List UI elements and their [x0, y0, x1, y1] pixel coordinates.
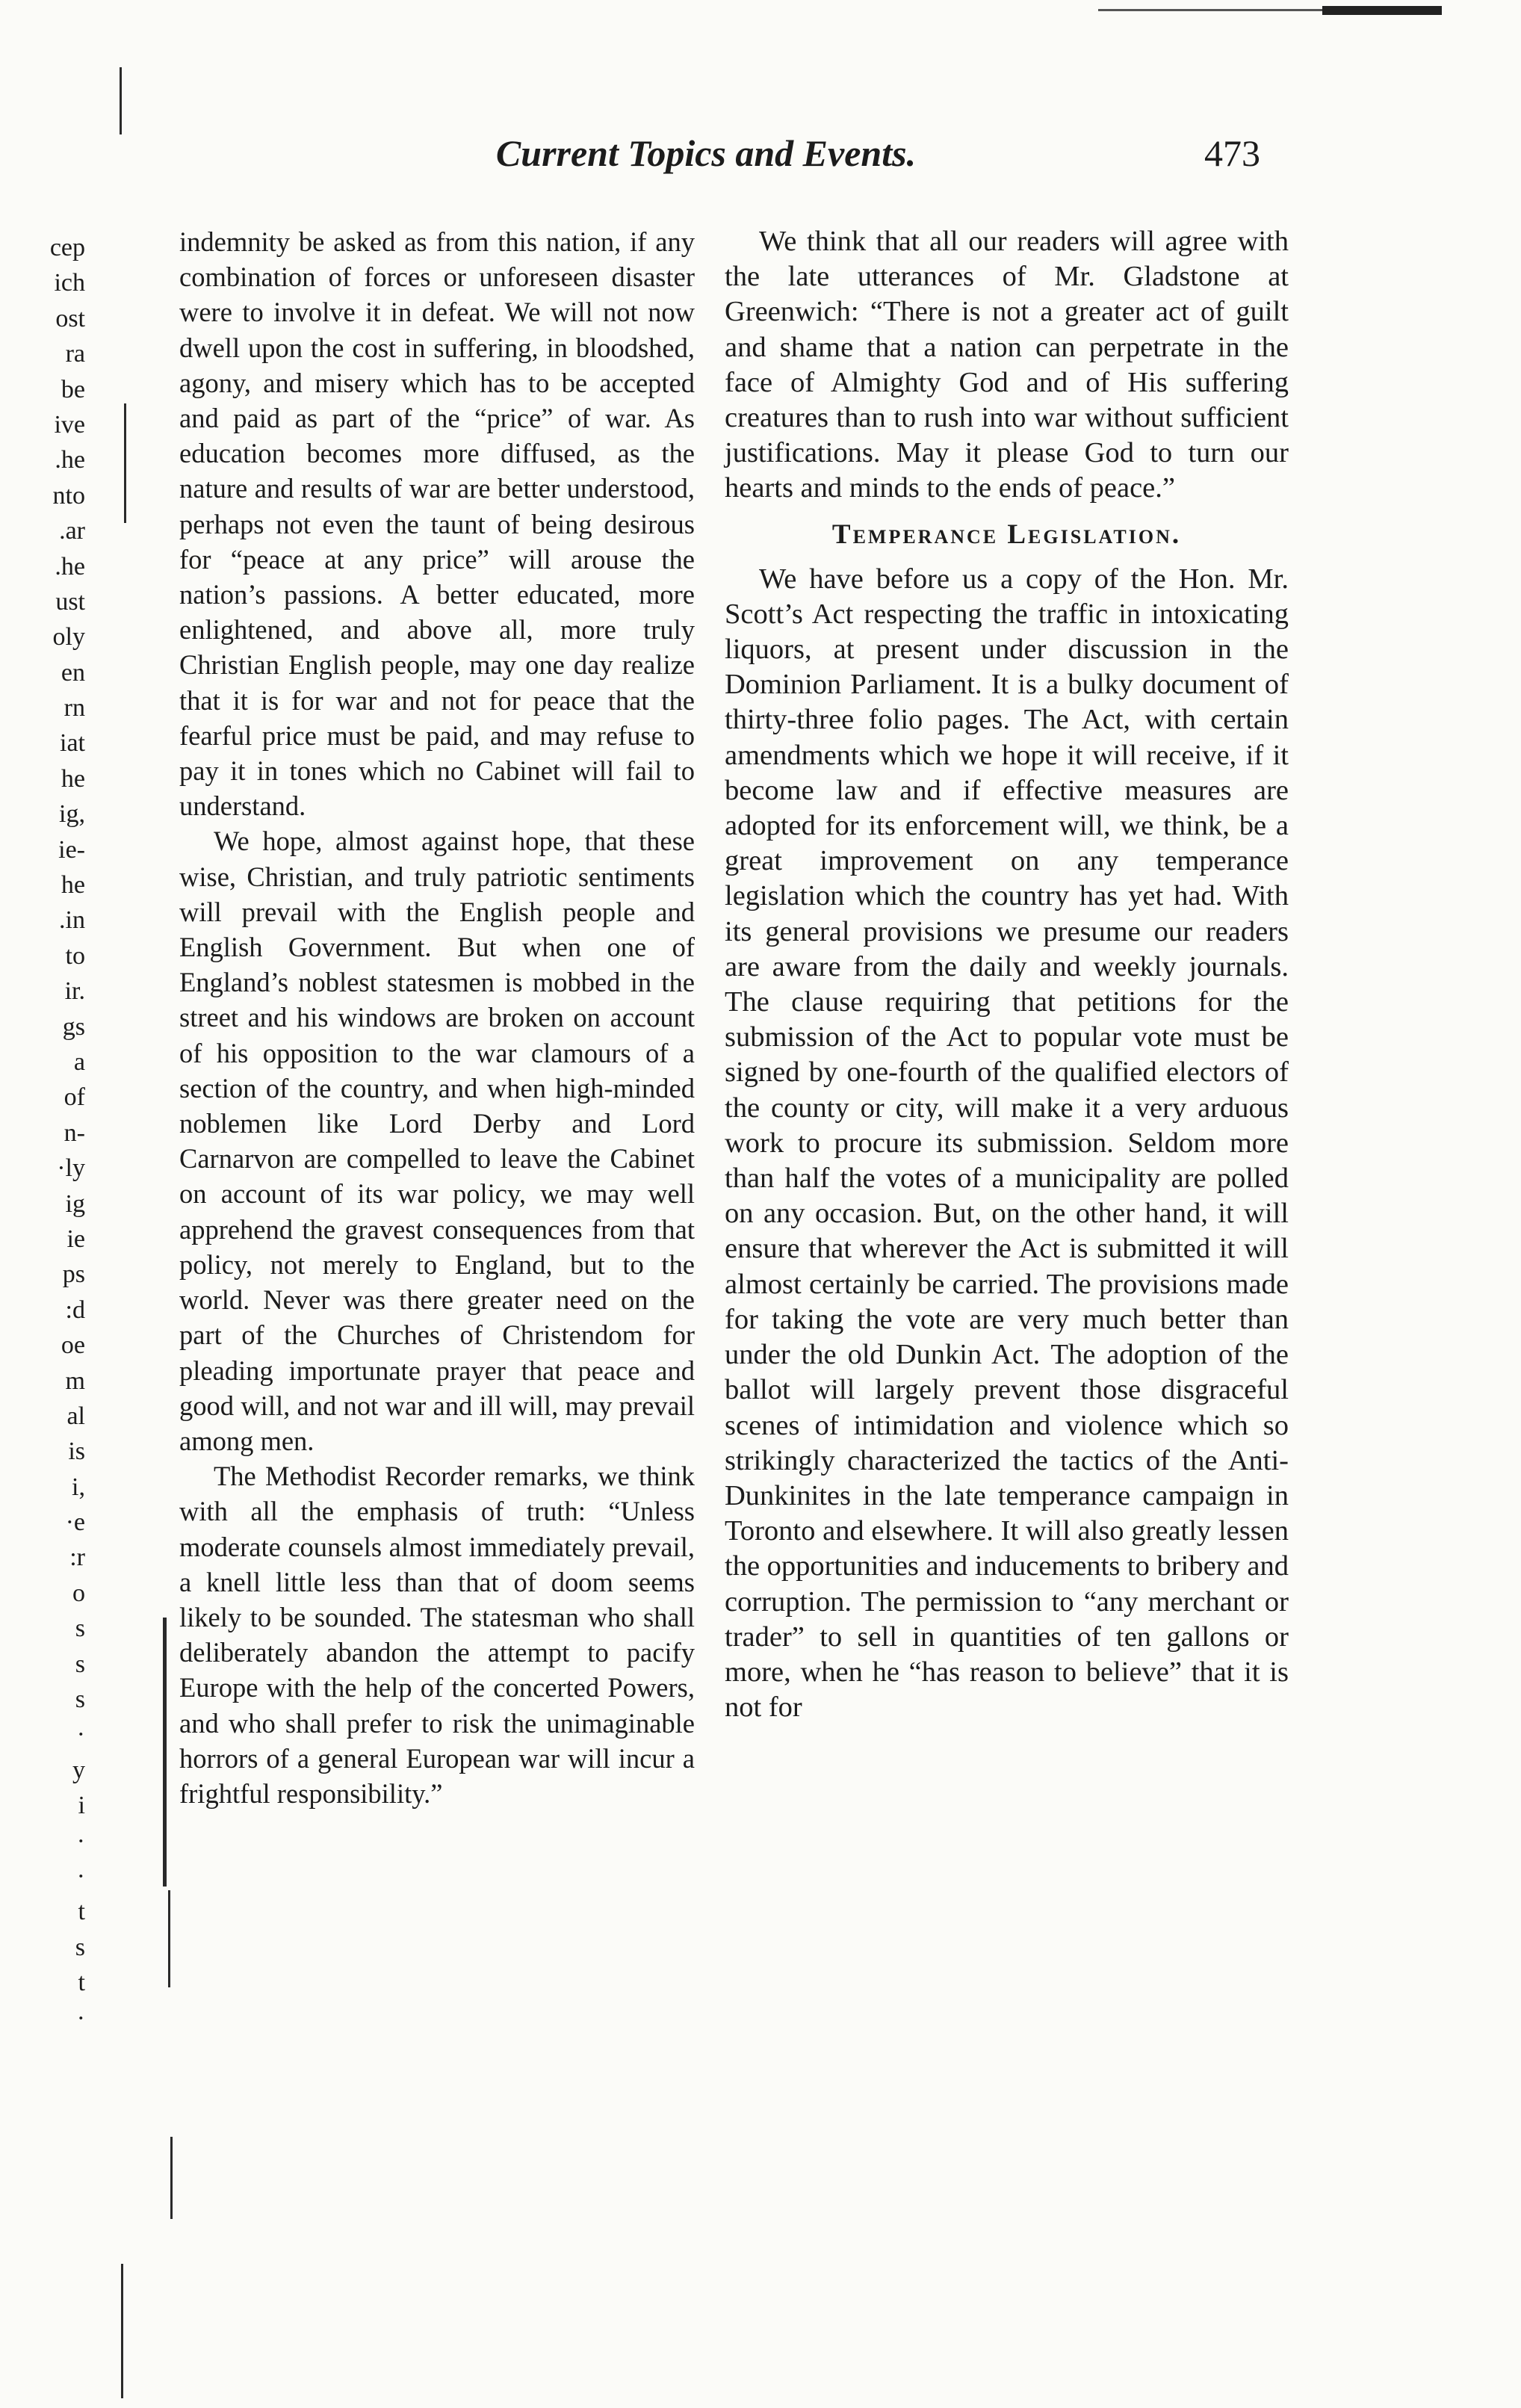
stub-line-fragment: t — [78, 1969, 85, 1997]
stub-line-fragment: of — [63, 1083, 85, 1112]
left-paragraph-1: indemnity be asked as from this nation, if any combination of forces or unforeseen disaster were to involve it in defeat. We will not now dwell upon the cost in suffering, in bloodshed, agony, and misery which has to be accepted and paid as part of the “price” of war. As education becomes more diffused, as the nature and results of war are better understood, perhaps not even the taunt of being desirous for “peace at any price” will arouse the nation’s passions. A better educated, more enlightened, and above all, more truly Christian English people, may one day realize that it is for war and not for peace that the fearful price must be paid, and may refuse to pay it in tones which no Cabinet will fail to understand. — [179, 226, 695, 822]
stub-line-fragment: :r — [69, 1544, 85, 1572]
top-edge-rule — [1098, 6, 1442, 13]
stub-line-fragment: oe — [61, 1331, 85, 1360]
binding-margin-line — [163, 1618, 167, 1887]
binding-margin-line — [170, 2137, 173, 2219]
previous-page-stub-column — [3, 230, 85, 2036]
right-paragraph-1: We think that all our readers will agree with the late utterances of Mr. Gladstone at Greenwich: “There is not a greater act of guilt and shame that a nation can perpetrate in the face of Almighty God and of His suffering creatures than to rush into war without sufficient justifications. May it please God to turn our hearts and minds to the ends of peace.” — [725, 226, 1289, 504]
stub-line-fragment: n- — [63, 1118, 85, 1147]
stub-line-fragment: he — [61, 764, 85, 793]
stub-line-fragment: ie- — [58, 835, 85, 864]
stub-line-fragment: o — [72, 1579, 85, 1607]
stub-line-fragment: i, — [72, 1473, 85, 1501]
stub-line-fragment: al — [66, 1402, 85, 1430]
stub-line-fragment: .in — [59, 906, 85, 935]
stub-line-fragment: oly — [52, 623, 85, 651]
top-edge-rule-thick — [1322, 6, 1442, 15]
stub-line-fragment: s — [75, 1615, 85, 1643]
right-paragraph-2: We have before us a copy of the Hon. Mr. Scott’s Act respecting the traffic in intoxicating liquors, at present under discussion in the Dominion Parliament. It is a bulky document of thirty-three folio pages. The Act, with certain amendments which we hope it will receive, if it become law and if effective measures are adopted for its enforcement will, we think, be a great improvement on any temperance legislation which the country has yet had. With its general provisions we presume our readers are aware from the daily and weekly journals. The clause requiring that petitions for the submission of the Act to popular vote must be signed by one-fourth of the qualified electors of the county or city, will make it a very arduous work to procure its submission. Seldom more than half the votes of a municipality are polled on any occasion. But, on the other hand, it will ensure that wherever the Act is submitted it will almost certainly be carried. The provisions made for taking the vote are very much better than under the old Dunkin Act. The adoption of the ballot will largely prevent those disgraceful scenes of intimidation and violence which so strikingly characterized the tactics of the Anti-Dunkinites in the late temperance campaign in Toronto and elsewhere. It will also greatly lessen the opportunities and inducements to bribery and corruption. The permission to “any merchant or trader” to sell in quantities of ten gallons or more, when he “has reason to believe” that it is not for — [725, 563, 1289, 1724]
stub-line-fragment: i — [78, 1792, 85, 1820]
stub-line-fragment: ost — [55, 304, 85, 332]
stub-line-fragment: s — [75, 1933, 85, 1961]
stub-line-fragment: s — [75, 1686, 85, 1714]
stub-line-fragment: ig — [65, 1189, 85, 1218]
right-column — [725, 224, 1289, 1725]
stub-line-fragment: m — [65, 1367, 85, 1395]
top-edge-rule-thin — [1098, 9, 1322, 11]
stub-line-fragment: nto — [52, 481, 85, 510]
stub-line-fragment: ps — [62, 1260, 85, 1289]
stub-line-fragment: ir. — [64, 977, 85, 1006]
stub-line-fragment: ust — [55, 587, 85, 616]
stub-line-fragment: be — [61, 375, 85, 403]
stub-line-fragment: ie — [66, 1225, 85, 1253]
stub-line-fragment: is — [68, 1437, 85, 1466]
stub-line-fragment: to — [65, 941, 85, 970]
binding-margin-line — [124, 403, 126, 523]
stub-line-fragment: · — [76, 2004, 85, 2032]
stub-line-fragment: iat — [60, 729, 85, 758]
stub-line-fragment: ·e — [65, 1508, 85, 1537]
stub-line-fragment: · — [76, 1862, 85, 1890]
binding-margin-line — [121, 2264, 123, 2398]
binding-margin-line — [120, 67, 122, 134]
stub-line-fragment: ·ly — [57, 1154, 85, 1183]
stub-line-fragment: ive — [54, 410, 85, 439]
left-paragraph-2: We hope, almost against hope, that these wise, Christian, and truly patriotic sentiments will prevail with the English people and English Government. But when one of England’s noblest statesmen is mobbed in the street and his windows are broken on account of his opposition to the war clamours of a section of the country, and when high-minded noblemen like Lord Derby and Lord Carnarvon are compelled to leave the Cabinet on account of its war policy, we may well apprehend the gravest consequences from that policy, not merely to England, but to the world. Never was there greater need on the part of the Churches of Christendom for pleading importunate prayer that peace and good will, and not war and ill will, may prevail among men. — [179, 826, 695, 1456]
page-number: 473 — [1204, 132, 1260, 174]
stub-line-fragment: s — [75, 1650, 85, 1678]
stub-line-fragment: ich — [54, 269, 85, 297]
stub-line-fragment: · — [76, 1827, 85, 1855]
stub-line-fragment: ra — [65, 340, 85, 368]
stub-line-fragment: :d — [65, 1296, 85, 1324]
left-column — [179, 224, 695, 1811]
running-title: Current Topics and Events. — [495, 132, 917, 174]
left-paragraph-3: The Methodist Recorder remarks, we think with all the emphasis of truth: “Unless moderate counsels almost immediately prevail, a knell little less than that of doom seems likely to be sounded. The statesman who shall deliberately abandon the attempt to pacify Europe with the help of the concerted Powers, and who shall prefer to risk the unimaginable horrors of a general European war will incur a frightful responsibility.” — [179, 1461, 695, 1809]
stub-line-fragment: .ar — [59, 517, 85, 545]
stub-line-fragment: rn — [63, 694, 85, 722]
stub-line-fragment: y — [72, 1756, 85, 1784]
section-heading: Temperance Legislation. — [831, 519, 1182, 550]
stub-line-fragment: ig, — [59, 800, 85, 829]
stub-line-fragment: t — [78, 1898, 85, 1926]
stub-line-fragment: · — [76, 1721, 85, 1749]
stub-line-fragment: cep — [49, 234, 85, 261]
stub-line-fragment: he — [61, 871, 85, 900]
stub-line-fragment: en — [61, 658, 85, 687]
stub-line-fragment: a — [73, 1047, 85, 1076]
stub-line-fragment: gs — [62, 1012, 85, 1041]
stub-line-fragment: .he — [55, 446, 85, 474]
stub-line-fragment: .he — [55, 552, 85, 581]
binding-margin-line — [168, 1890, 170, 1987]
